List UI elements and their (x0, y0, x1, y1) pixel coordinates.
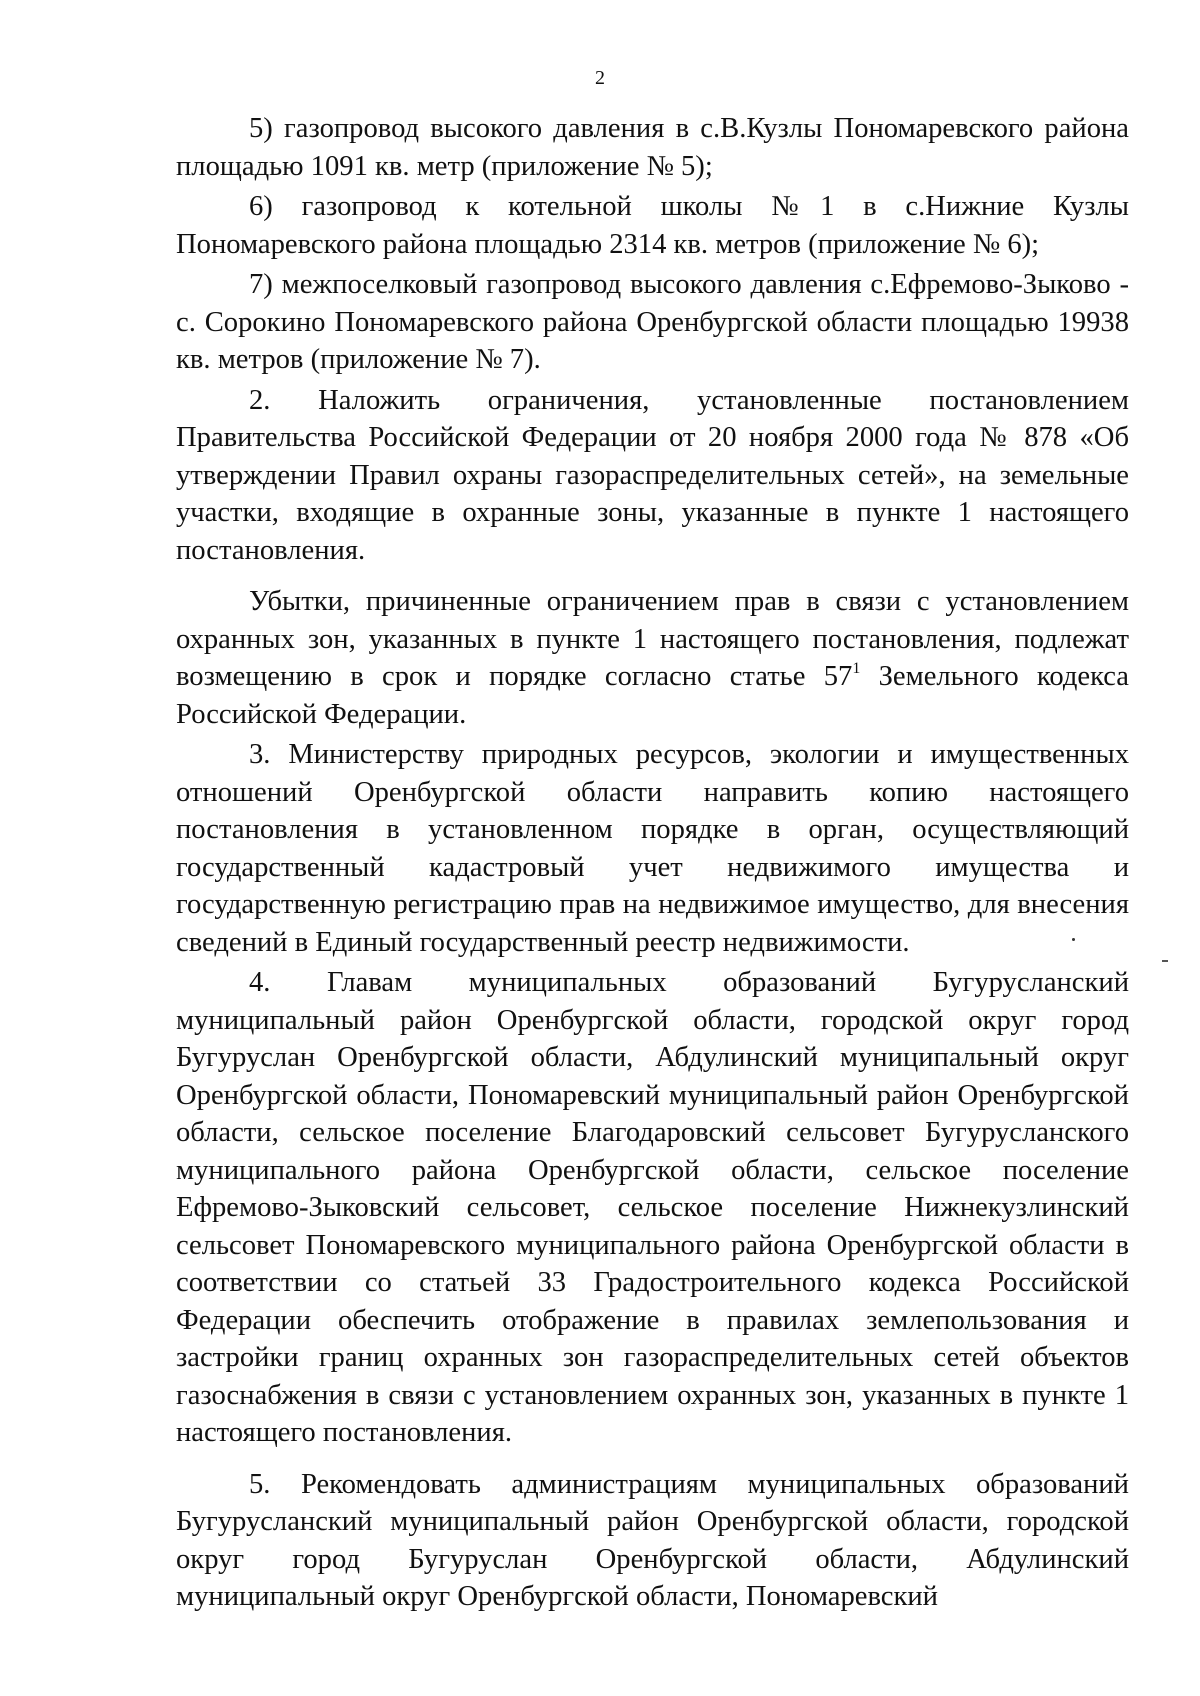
article-superscript: 1 (852, 660, 861, 677)
paragraph-clause-5: 5. Рекомендовать администрациям муниципальных образований Бугурусланский муниципальный район Оренбургской области, городской округ город Бугуруслан Оренбургской области, Абдулинский муниципальный округ Оренбургской области, Пономаревский (176, 1468, 1129, 1612)
losses-text-before: Убытки, причиненные ограничением прав в связи с установлением охранных зон, указанных в пункте 1 настоящего постановления, подлежат возмещению в срок и порядке согласно статье 57 (176, 586, 1129, 692)
losses-text-after: Земельного кодекса Российской Федерации. (176, 661, 1129, 730)
page-number: 2 (595, 67, 605, 89)
paragraph-item-5: 5) газопровод высокого давления в с.В.Кузлы Пономаревского района площадью 1091 кв. метр (приложение № 5); (176, 113, 1129, 182)
paragraph-clause-4: 4. Главам муниципальных образований Бугурусланский муниципальный район Оренбургской области, городской округ город Бугуруслан Оренбургской области, Абдулинский муниципальный округ Оренбургской области, Пономаревский муниципальный район Оренбургской области, сельское поселение Благодаровский сельсовет Бугурусланского муниципального района Оренбургской области, сельское поселение Ефремово-Зыковский сельсовет, сельское поселение Нижнекузлинский сельсовет Пономаревского муниципального района Оренбургской области в соответствии со статьей 33 Градостроительного кодекса Российской Федерации обеспечить отображение в правилах землепользования и застройки границ охранных зон газораспределительных сетей объектов газоснабжения в связи с установлением охранных зон, указанных в пункте 1 настоящего постановления. (176, 967, 1129, 1448)
paragraph-item-6: 6) газопровод к котельной школы №1 в с.Нижние Кузлы Пономаревского района площадью 2314 кв. метров (приложение № 6); (176, 191, 1129, 260)
paragraph-clause-2: 2. Наложить ограничения, установленные постановлением Правительства Российской Федерации от 20 ноября 2000 года № 878 «Об утверждении Правил охраны газораспределительных сетей», на земельные участки, входящие в охранные зоны, указанные в пункте 1 настоящего постановления. (176, 384, 1129, 566)
scan-dot-mark (1072, 938, 1075, 941)
paragraph-item-7: 7) межпоселковый газопровод высокого давления с.Ефремово-Зыково - с. Сорокино Пономаревского района Оренбургской области площадью 19938 кв. метров (приложение № 7). (176, 269, 1129, 375)
document-body (176, 110, 1129, 1616)
scan-dash-mark (1162, 960, 1168, 962)
paragraph-losses (176, 583, 1129, 733)
paragraph-clause-3: 3. Министерству природных ресурсов, экологии и имущественных отношений Оренбургской области направить копию настоящего постановления в установленном порядке в орган, осуществляющий государственный кадастровый учет недвижимого имущества и государственную регистрацию прав на недвижимое имущество, для внесения сведений в Единый государственный реестр недвижимости. (176, 739, 1129, 958)
